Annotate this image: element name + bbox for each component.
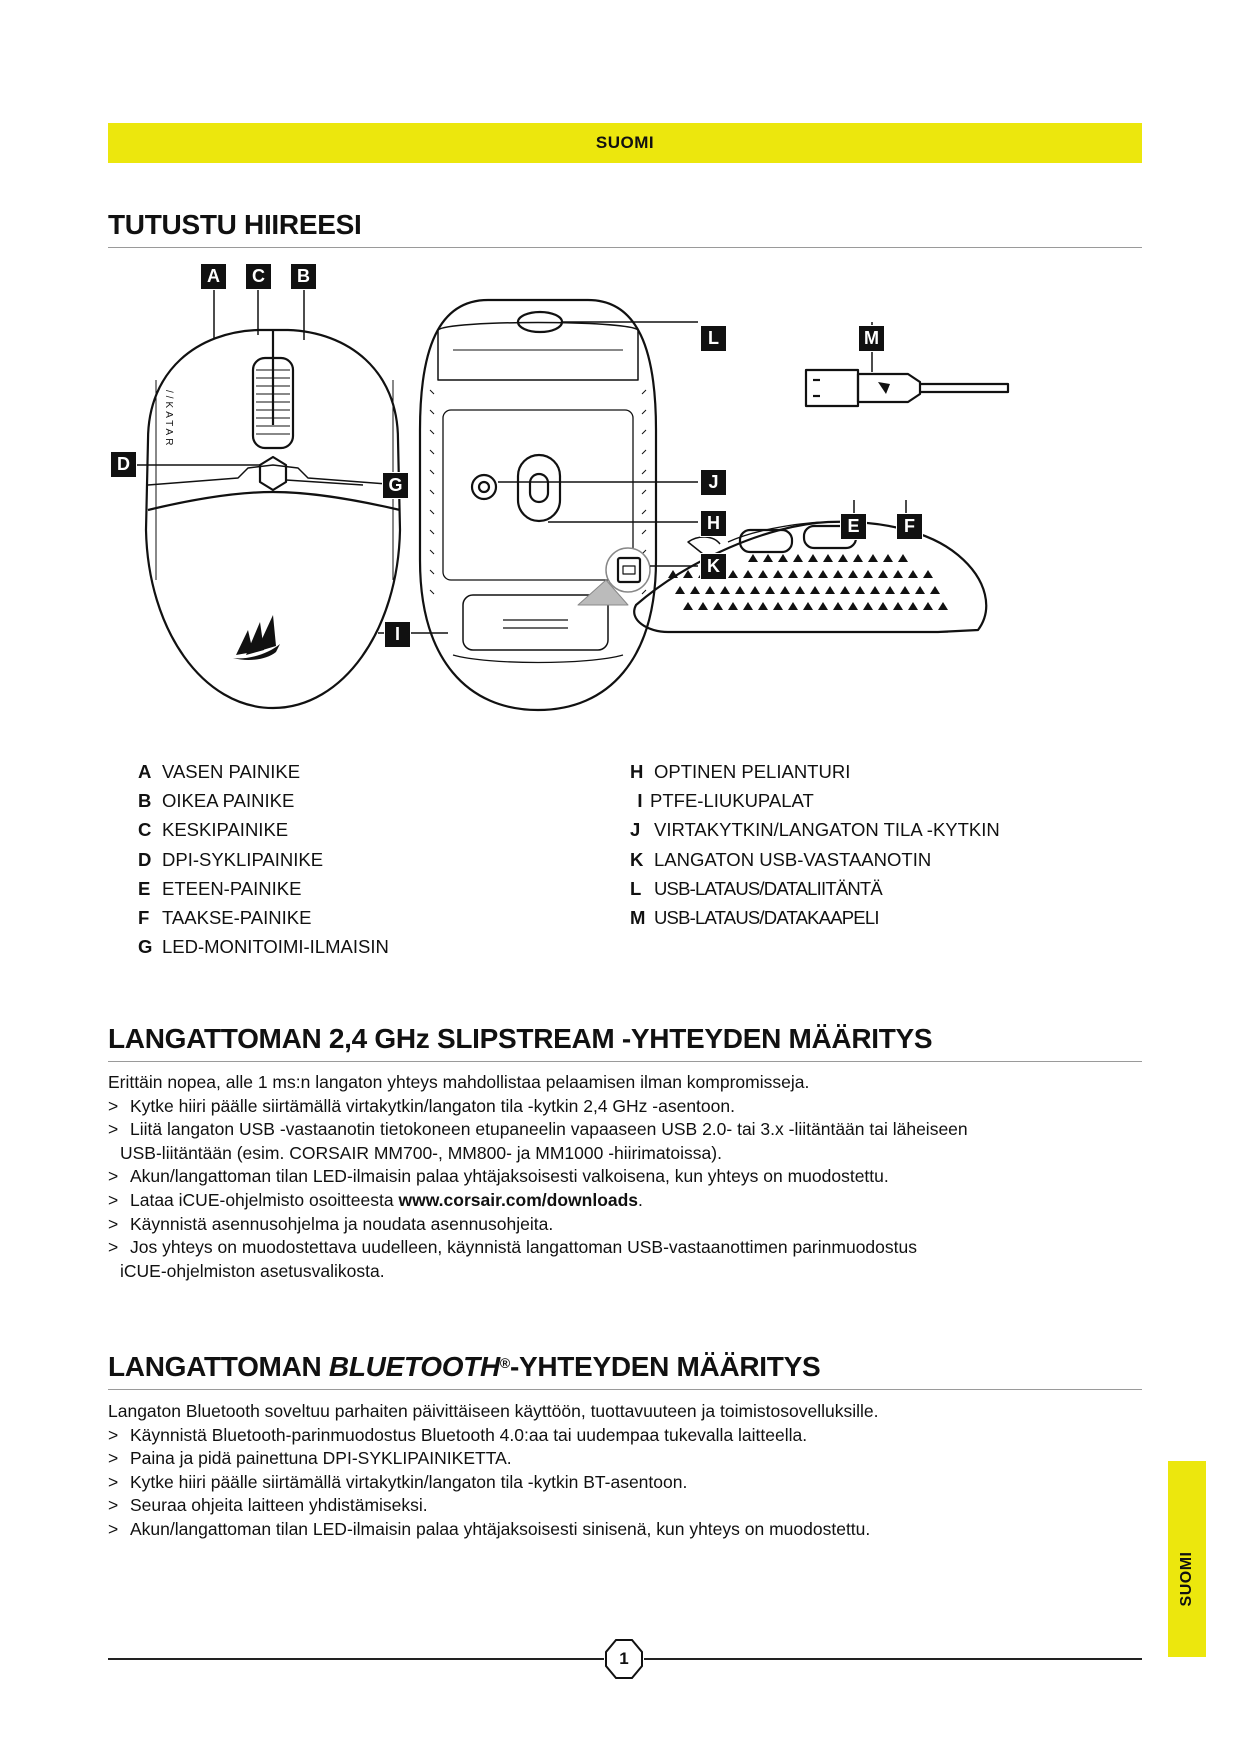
callout-c: C	[245, 263, 272, 290]
list-item-continuation: USB-liitäntään (esim. CORSAIR MM700-, MM800- ja MM1000 -hiirimatoissa).	[120, 1142, 722, 1163]
mouse-diagram	[108, 260, 1142, 730]
language-label: SUOMI	[595, 133, 655, 152]
corsair-logo-icon	[233, 615, 280, 660]
list-item: > Akun/langattoman tilan LED-ilmaisin palaa yhtäjaksoisesti valkoisena, kun yhteys on muodostettu.	[108, 1166, 889, 1187]
legend-item: J VIRTAKYTKIN/LANGATON TILA -KYTKIN	[630, 819, 1000, 841]
callout-m: M	[858, 325, 885, 352]
list-item-continuation: iCUE-ohjelmiston asetusvalikosta.	[120, 1260, 385, 1281]
footer-rule-right	[644, 1658, 1142, 1660]
bluetooth-instructions	[108, 1400, 1142, 1542]
list-item: > Seuraa ohjeita laitteen yhdistämiseksi.	[108, 1495, 428, 1516]
callout-b: B	[290, 263, 317, 290]
slipstream-intro: Erittäin nopea, alle 1 ms:n langaton yhteys mahdollistaa pelaamisen ilman kompromisseja.	[108, 1072, 810, 1092]
callout-e: E	[840, 513, 867, 540]
mouse-diagram-drawing	[108, 260, 1142, 730]
callout-f: F	[896, 513, 923, 540]
legend-item: G LED-MONITOIMI-ILMAISIN	[138, 936, 389, 958]
list-item: > Käynnistä Bluetooth-parinmuodostus Bluetooth 4.0:aa tai uudempaa tukevalla laitteella.	[108, 1424, 808, 1445]
list-item: > Jos yhteys on muodostettava uudelleen, käynnistä langattoman USB-vastaanottimen parinmuodostus	[108, 1237, 917, 1258]
legend-item: C KESKIPAINIKE	[138, 819, 289, 841]
mouse-bottom-view	[420, 300, 656, 710]
page-number: 1	[619, 1649, 629, 1668]
page-number-badge	[604, 1638, 644, 1680]
callout-k: K	[700, 553, 727, 580]
legend-item: M USB-LATAUS/DATAKAAPELI	[630, 907, 879, 929]
callout-d: D	[110, 451, 137, 478]
section-title-bluetooth: LANGATTOMAN BLUETOOTH®-YHTEYDEN MÄÄRITYS	[108, 1351, 1142, 1390]
list-item: > Lataa iCUE-ohjelmisto osoitteesta www.corsair.com/downloads.	[108, 1189, 643, 1210]
legend-item: I PTFE-LIUKUPALAT	[637, 790, 814, 812]
legend-item: E ETEEN-PAINIKE	[138, 877, 302, 899]
callout-l: L	[700, 325, 727, 352]
list-item: > Kytke hiiri päälle siirtämällä virtakytkin/langaton tila -kytkin BT-asentoon.	[108, 1471, 688, 1492]
legend-item: F TAAKSE-PAINIKE	[138, 907, 312, 929]
callout-a: A	[200, 263, 227, 290]
legend-right	[630, 757, 1000, 932]
section-title-know-your-mouse: TUTUSTU HIIREESI	[108, 209, 1142, 248]
callout-j: J	[700, 469, 727, 496]
list-item: > Käynnistä asennusohjelma ja noudata asennusohjeita.	[108, 1213, 554, 1234]
downloads-link[interactable]: www.corsair.com/downloads	[398, 1189, 639, 1210]
callout-h: H	[700, 510, 727, 537]
section-title-slipstream: LANGATTOMAN 2,4 GHz SLIPSTREAM -YHTEYDEN MÄÄRITYS	[108, 1023, 1142, 1062]
side-tab-label: SUOMI	[1178, 1551, 1195, 1607]
legend-item: D DPI-SYKLIPAINIKE	[138, 848, 324, 870]
list-item: > Liitä langaton USB -vastaanotin tietokoneen etupaneelin vapaaseen USB 2.0- tai 3.x -liitäntään tai läheiseen	[108, 1119, 968, 1140]
callout-i: I	[384, 621, 411, 648]
slipstream-instructions	[108, 1071, 1142, 1283]
katar-side-label: //KATAR	[163, 390, 174, 449]
legend-item: H OPTINEN PELIANTURI	[630, 761, 851, 782]
mouse-side-view	[634, 522, 986, 632]
legend-left	[138, 757, 389, 961]
list-item: > Paina ja pidä painettuna DPI-SYKLIPAINIKETTA.	[108, 1448, 512, 1469]
language-header-bar	[108, 123, 1142, 163]
legend-item: A VASEN PAINIKE	[138, 761, 301, 782]
list-item: > Akun/langattoman tilan LED-ilmaisin palaa yhtäjaksoisesti sinisenä, kun yhteys on muodostettu.	[108, 1518, 871, 1539]
legend-item: B OIKEA PAINIKE	[138, 790, 295, 812]
list-item: > Kytke hiiri päälle siirtämällä virtakytkin/langaton tila -kytkin 2,4 GHz -asentoon.	[108, 1095, 735, 1116]
callout-g: G	[382, 472, 409, 499]
side-language-tab	[1168, 1461, 1206, 1657]
legend-item: K LANGATON USB-VASTAANOTIN	[630, 848, 932, 870]
usb-cable-drawing	[806, 370, 1008, 406]
legend-item: L USB-LATAUS/DATALIITÄNTÄ	[630, 877, 882, 899]
bluetooth-intro: Langaton Bluetooth soveltuu parhaiten päivittäiseen käyttöön, tuottavuuteen ja toimistosovelluksille.	[108, 1401, 879, 1421]
footer-rule-left	[108, 1658, 604, 1660]
